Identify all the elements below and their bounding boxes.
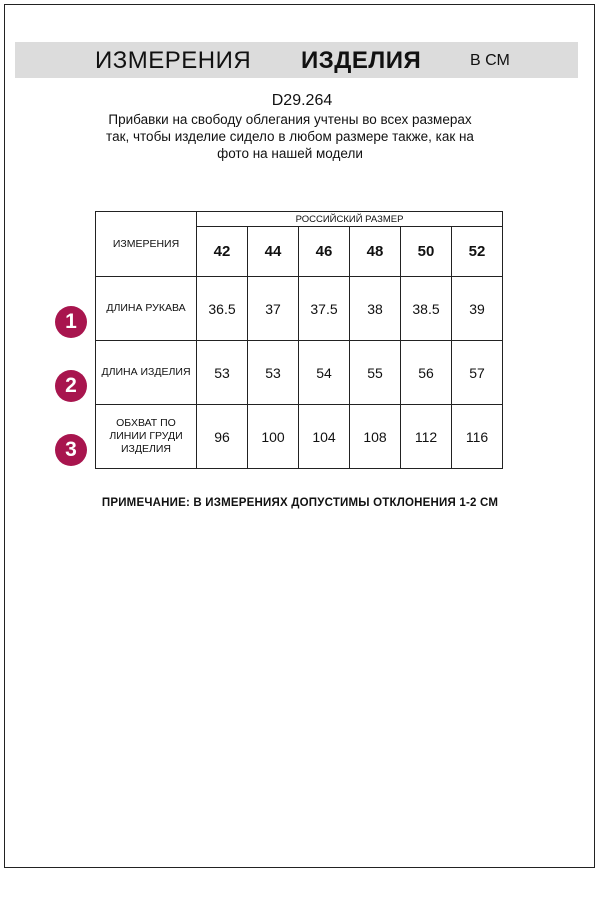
table-cell: 104 (299, 405, 350, 469)
table-cell: 116 (452, 405, 503, 469)
table-cell: 112 (401, 405, 452, 469)
table-cell: 96 (197, 405, 248, 469)
table-cell: 55 (350, 341, 401, 405)
table-cell: 37 (248, 277, 299, 341)
table-cell: 37.5 (299, 277, 350, 341)
size-group-header: РОССИЙСКИЙ РАЗМЕР (197, 212, 503, 227)
title-measurements: ИЗМЕРЕНИЯ (95, 47, 252, 74)
size-table (95, 211, 503, 469)
table-row (96, 405, 503, 469)
size-header: 42 (197, 227, 248, 277)
table-cell: 53 (197, 341, 248, 405)
table-cell: 38.5 (401, 277, 452, 341)
table-cell: 108 (350, 405, 401, 469)
table-cell: 56 (401, 341, 452, 405)
title-banner (15, 42, 578, 78)
row-number-badge: 1 (55, 306, 87, 338)
table-cell: 36.5 (197, 277, 248, 341)
row-number-badge: 3 (55, 434, 87, 466)
row-label-line: ЛИНИИ ГРУДИ (109, 430, 183, 442)
table-row (96, 341, 503, 405)
row-label-sleeve: ДЛИНА РУКАВА (96, 277, 197, 341)
row-label-line: ИЗДЕЛИЯ (120, 443, 172, 455)
size-header: 50 (401, 227, 452, 277)
row-label-line: ОБХВАТ ПО (116, 417, 176, 429)
fit-note (90, 111, 490, 162)
product-code: D29.264 (271, 92, 333, 109)
title-unit: В СМ (470, 52, 510, 69)
fit-note-line: так, чтобы изделие сидело в любом размере также, как на (106, 129, 474, 144)
table-cell: 39 (452, 277, 503, 341)
table-cell: 54 (299, 341, 350, 405)
size-header: 48 (350, 227, 401, 277)
row-label-chest (96, 405, 197, 469)
table-cell: 53 (248, 341, 299, 405)
size-header: 44 (248, 227, 299, 277)
table-cell: 57 (452, 341, 503, 405)
row-label-length: ДЛИНА ИЗДЕЛИЯ (96, 341, 197, 405)
size-header: 46 (299, 227, 350, 277)
fit-note-line: Прибавки на свободу облегания учтены во всех размерах (108, 112, 472, 127)
size-header: 52 (452, 227, 503, 277)
table-cell: 38 (350, 277, 401, 341)
tolerance-footnote: ПРИМЕЧАНИЕ: В ИЗМЕРЕНИЯХ ДОПУСТИМЫ ОТКЛОНЕНИЯ 1-2 СМ (101, 497, 499, 509)
fit-note-line: фото на нашей модели (217, 146, 363, 161)
row-number-badge: 2 (55, 370, 87, 402)
title-product: ИЗДЕЛИЯ (301, 47, 422, 74)
table-row (96, 277, 503, 341)
table-cell: 100 (248, 405, 299, 469)
corner-label: ИЗМЕРЕНИЯ (96, 212, 197, 277)
